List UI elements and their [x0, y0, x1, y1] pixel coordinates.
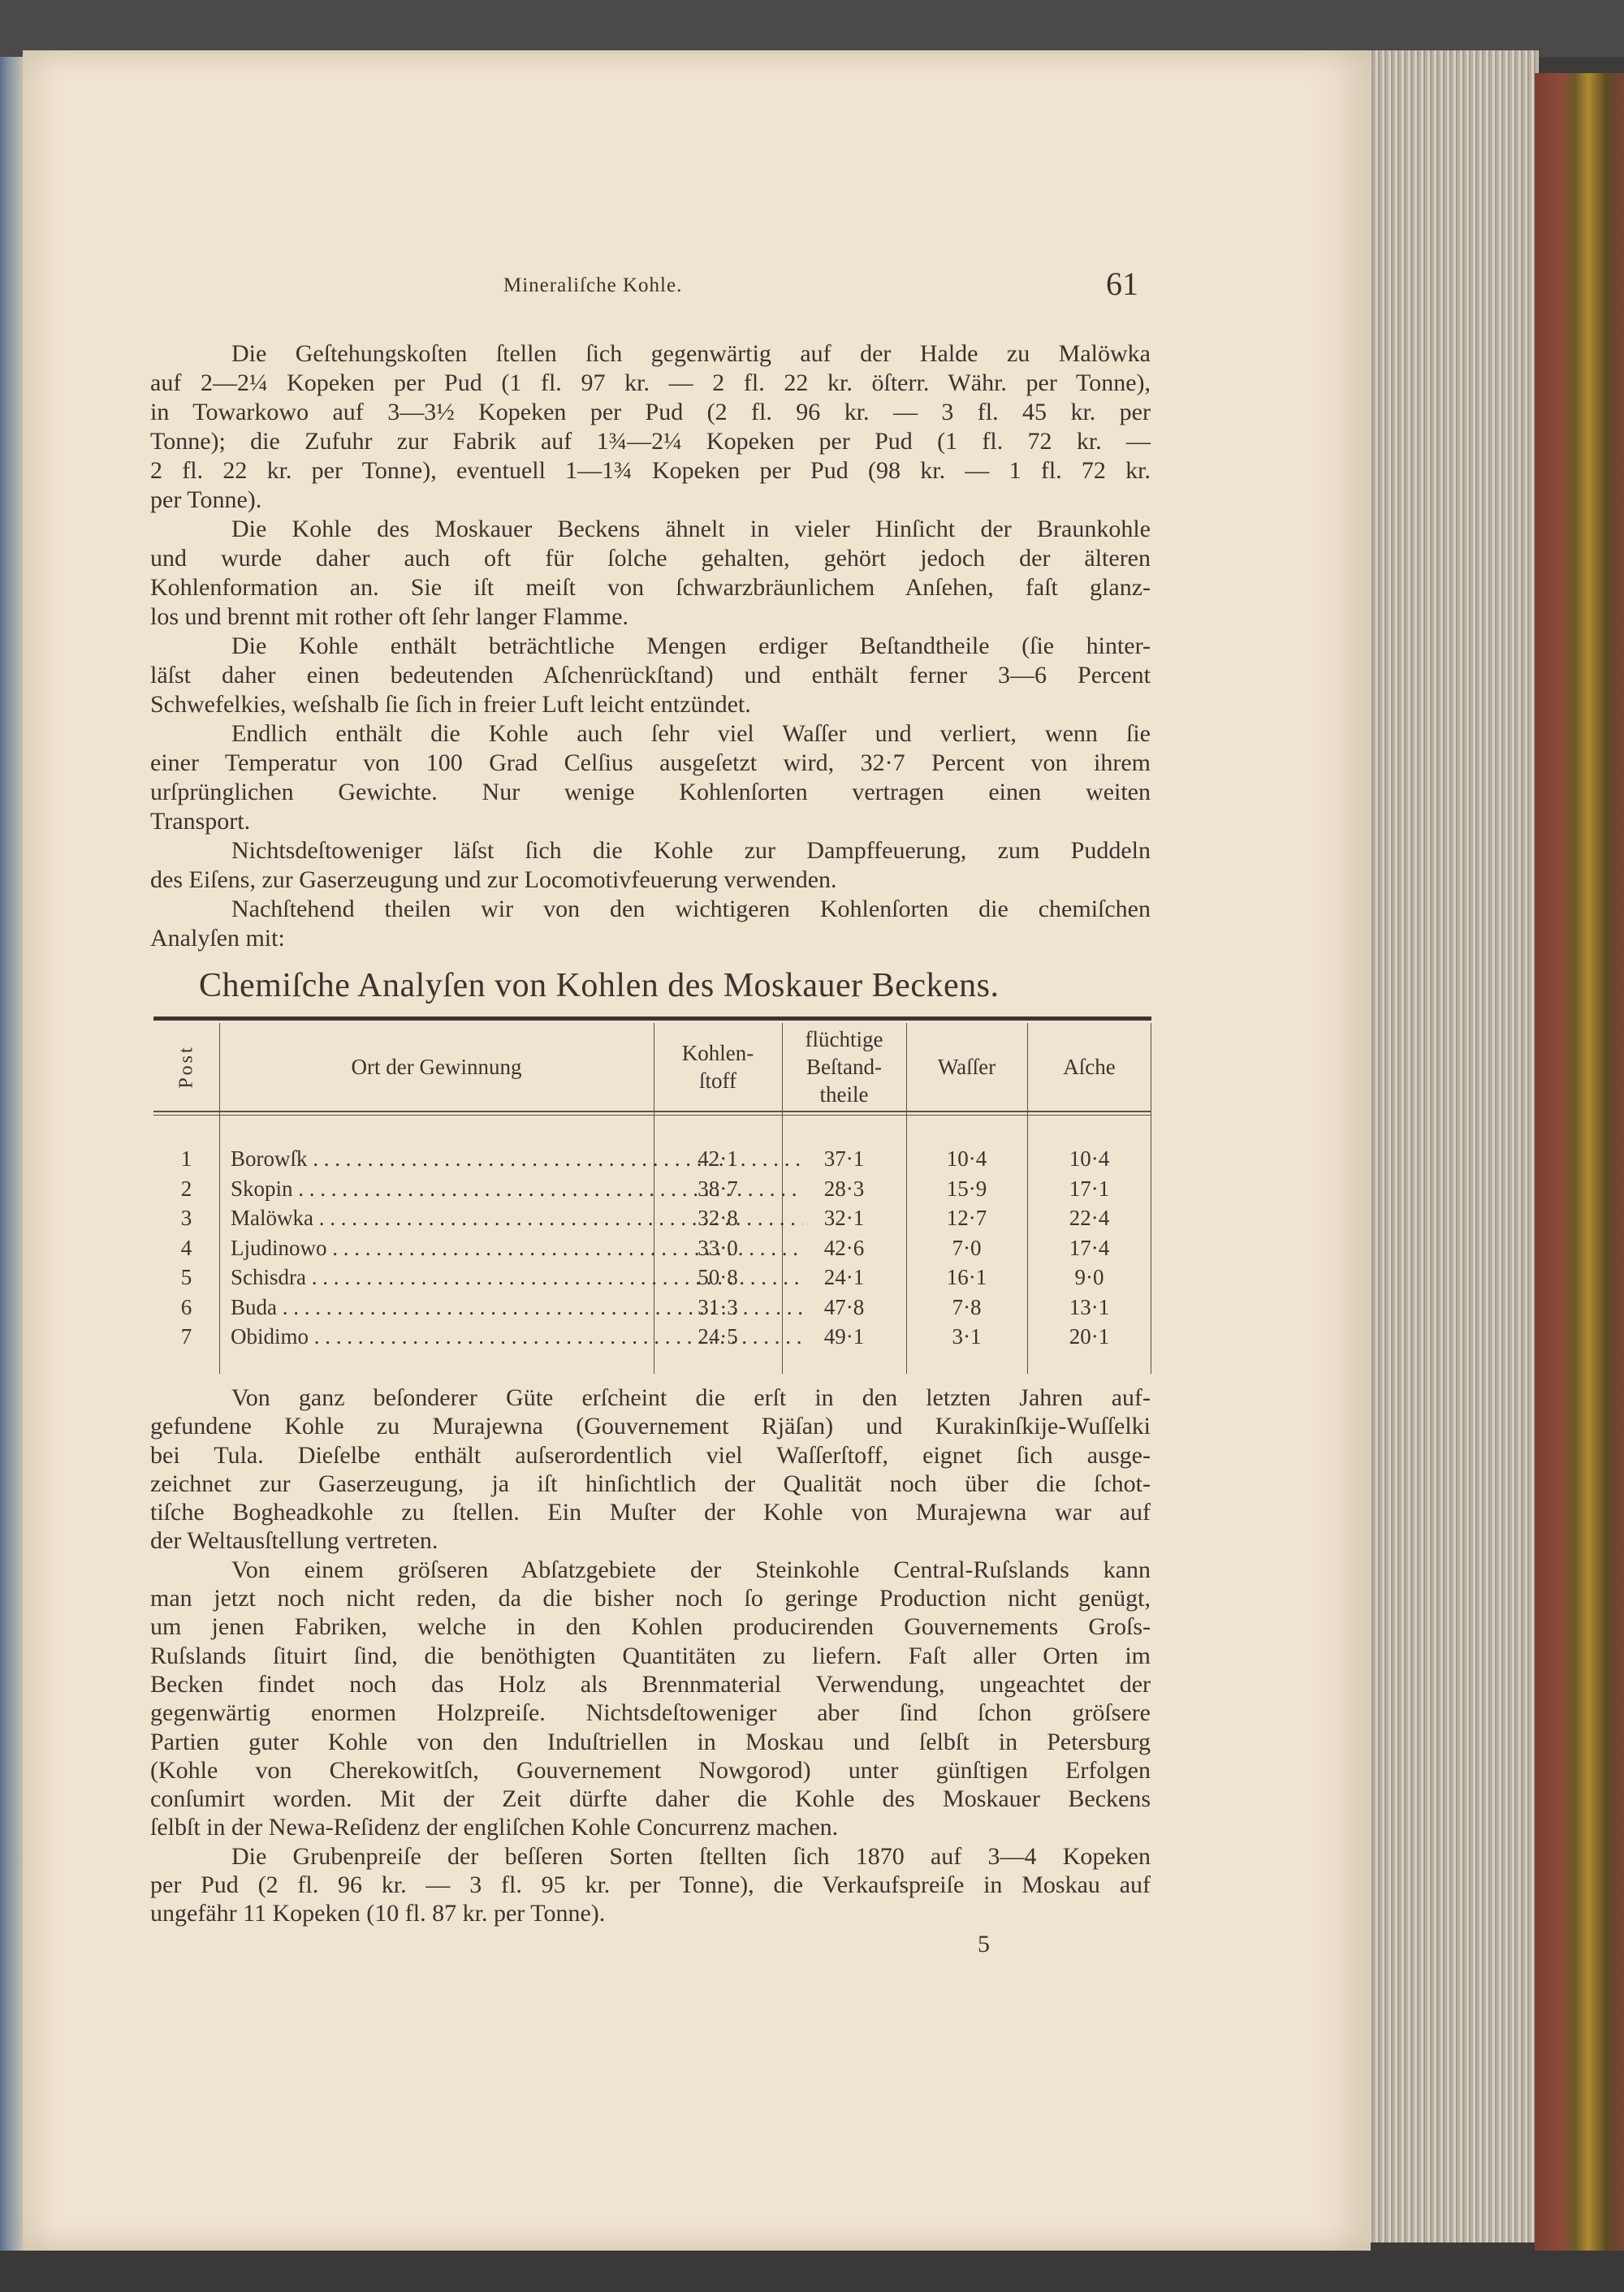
text-line: per Pud (2 fl. 96 kr. — 3 fl. 95 kr. per Tonne), die Verkaufspreiſe in Moskau auf — [150, 1871, 1151, 1899]
table-row — [153, 1146, 1151, 1176]
text-line: gegenwärtig enormen Holzpreiſe. Nichtsdeſtoweniger aber ſind ſchon gröſsere — [150, 1699, 1151, 1727]
table-row — [153, 1295, 1151, 1324]
table-row — [153, 1206, 1151, 1235]
cell-wasser: 12·7 — [946, 1206, 987, 1230]
cell-post: 3 — [180, 1206, 192, 1230]
text-line: Von ganz beſonderer Güte erſcheint die erſt in den letzten Jahren auf- — [231, 1384, 1151, 1411]
text-line: auf 2—2¼ Kopeken per Pud (1 fl. 97 kr. — 2 fl. 22 kr. öſterr. Währ. per Tonne), — [150, 369, 1151, 396]
cell-asche: 10·4 — [1069, 1146, 1110, 1171]
text-line: bei Tula. Dieſelbe enthält auſserordentlich viel Waſſerſtoff, eignet ſich ausge- — [150, 1441, 1151, 1469]
marbled-left-edge — [0, 57, 24, 2292]
cell-asche: 22·4 — [1069, 1206, 1110, 1230]
cell-kohlenstoff: 50·8 — [698, 1265, 738, 1289]
header-post-label: Post — [175, 1045, 197, 1089]
text-line: Die Grubenpreiſe der beſſeren Sorten ſtellten ſich 1870 auf 3—4 Kopeken — [231, 1842, 1151, 1870]
page-number: 61 — [1106, 265, 1138, 302]
table-header-rule-thin — [153, 1115, 1151, 1116]
cell-post: 2 — [180, 1176, 192, 1201]
cell-wasser: 10·4 — [946, 1146, 987, 1171]
text-line: conſumirt worden. Mit der Zeit dürfte daher die Kohle des Moskauer Beckens — [150, 1785, 1151, 1813]
scan-background-top — [0, 0, 1624, 57]
body-text-top — [150, 339, 1151, 953]
text-line: Ruſslands ſituirt ſind, die benöthigten Quantitäten zu liefern. Faſt aller Orten im — [150, 1642, 1151, 1669]
cell-wasser: 7·0 — [952, 1235, 982, 1260]
text-line: gefundene Kohle zu Murajewna (Gouvernement Rjäſan) und Kurakinſkije-Wuſſelki — [150, 1413, 1151, 1440]
text-line: Von einem gröſseren Abſatzgebiete der Steinkohle Central-Ruſslands kann — [231, 1556, 1151, 1583]
cell-ort: Borowſk . . . — [231, 1146, 803, 1172]
cell-asche: 9·0 — [1074, 1265, 1104, 1289]
cell-kohlenstoff: 24·5 — [698, 1324, 738, 1349]
text-line: und wurde daher auch oft für ſolche gehalten, gehört jedoch der älteren — [150, 545, 1151, 572]
cell-kohlenstoff: 31·3 — [698, 1294, 738, 1319]
table-row — [153, 1176, 1151, 1206]
cell-ort: Obidimo . . . — [231, 1324, 803, 1349]
text-line: Die Geſtehungskoſten ſtellen ſich gegenwärtig auf der Halde zu Malöwka — [231, 340, 1151, 367]
cell-kohlenstoff: 38·7 — [698, 1176, 738, 1201]
scan-background-bottom — [0, 2251, 1624, 2292]
table-header-rule — [153, 1111, 1151, 1112]
text-line: Schwefelkies, weſshalb ſie ſich in freier Luft leicht entzündet. — [150, 691, 751, 718]
cell-wasser: 15·9 — [946, 1176, 987, 1201]
cell-post: 1 — [180, 1146, 192, 1171]
cell-fluechtige: 37·1 — [823, 1146, 865, 1171]
text-line: des Eiſens, zur Gaserzeugung und zur Locomotivfeuerung verwenden. — [150, 866, 837, 893]
header-fluechtige: flüchtige Beſtand- theile — [805, 1027, 883, 1107]
text-line: Kohlenformation an. Sie iſt meiſt von ſchwarzbräunlichem Anſehen, faſt glanz- — [150, 574, 1151, 601]
table-row — [153, 1324, 1151, 1353]
text-line: der Weltausſtellung vertreten. — [150, 1527, 438, 1555]
text-line: ungefähr 11 Kopeken (10 fl. 87 kr. per Tonne). — [150, 1900, 606, 1927]
book-cover — [1535, 73, 1624, 2292]
text-line: zeichnet zur Gaserzeugung, ja iſt hinſichtlich der Qualität noch über die ſchot- — [150, 1470, 1151, 1497]
table-row — [153, 1265, 1151, 1294]
text-line: 2 fl. 22 kr. per Tonne), eventuell 1—1¾ Kopeken per Pud (98 kr. — 1 fl. 72 kr. — [150, 457, 1151, 484]
text-line: Nichtsdeſtoweniger läſst ſich die Kohle zur Dampffeuerung, zum Puddeln — [231, 837, 1151, 864]
text-line: (Kohle von Cherekowitſch, Gouvernement Nowgorod) unter günſtigen Erfolgen — [150, 1756, 1151, 1784]
cell-fluechtige: 28·3 — [823, 1176, 865, 1201]
text-line: Partien guter Kohle von den Induſtriellen in Moskau und ſelbſt in Petersburg — [150, 1728, 1151, 1755]
table-row — [153, 1236, 1151, 1265]
cell-asche: 13·1 — [1069, 1294, 1110, 1319]
text-line: ſelbſt in der Newa-Reſidenz der engliſchen Kohle Concurrenz machen. — [150, 1814, 839, 1841]
cell-post: 7 — [180, 1324, 192, 1349]
cell-wasser: 7·8 — [952, 1294, 982, 1319]
cell-fluechtige: 32·1 — [823, 1206, 865, 1230]
book-page-edges — [1360, 50, 1539, 2242]
text-line: man jetzt noch nicht reden, da die bisher noch ſo geringe Production nicht genügt, — [150, 1585, 1151, 1612]
cell-asche: 17·4 — [1069, 1235, 1110, 1260]
cell-fluechtige: 47·8 — [823, 1294, 865, 1319]
cell-wasser: 16·1 — [946, 1265, 987, 1289]
cell-ort: Buda . . . — [231, 1295, 803, 1320]
header-asche: Aſche — [1063, 1055, 1116, 1079]
text-line: Die Kohle des Moskauer Beckens ähnelt in vieler Hinſicht der Braunkohle — [231, 516, 1151, 542]
cell-fluechtige: 49·1 — [823, 1324, 865, 1349]
running-head: Mineraliſche Kohle. — [503, 274, 683, 296]
text-line: in Towarkowo auf 3—3½ Kopeken per Pud (2 fl. 96 kr. — 3 fl. 45 kr. per — [150, 399, 1151, 425]
cell-kohlenstoff: 33·0 — [698, 1235, 738, 1260]
cell-fluechtige: 24·1 — [823, 1265, 865, 1289]
cell-ort: Malöwka . . . — [231, 1206, 803, 1231]
table-top-rule — [153, 1017, 1151, 1021]
text-line: Analyſen mit: — [150, 925, 285, 952]
cell-ort: Ljudinowo . . . — [231, 1236, 803, 1261]
signature-mark: 5 — [978, 1931, 990, 1957]
analysis-table — [153, 1017, 1151, 1374]
cell-post: 4 — [180, 1235, 192, 1260]
text-line: Endlich enthält die Kohle auch ſehr viel Waſſer und verliert, wenn ſie — [231, 720, 1151, 747]
cell-wasser: 3·1 — [952, 1324, 982, 1349]
text-line: tiſche Bogheadkohle zu ſtellen. Ein Muſter der Kohle von Murajewna war auf — [150, 1499, 1151, 1526]
cell-post: 5 — [180, 1265, 192, 1289]
text-line: Transport. — [150, 808, 251, 835]
text-line: um jenen Fabriken, welche in den Kohlen producirenden Gouvernements Groſs- — [150, 1613, 1151, 1641]
text-line: Die Kohle enthält beträchtliche Mengen erdiger Beſtandtheile (ſie hinter- — [231, 632, 1151, 659]
cell-fluechtige: 42·6 — [823, 1235, 865, 1260]
text-line: Becken findet noch das Holz als Brennmaterial Verwendung, ungeachtet der — [150, 1670, 1151, 1698]
table-title: Chemiſche Analyſen von Kohlen des Moskauer Beckens. — [199, 967, 1000, 1004]
cell-asche: 20·1 — [1069, 1324, 1110, 1349]
header-kohlenstoff: Kohlen- ſtoff — [681, 1041, 754, 1093]
cell-kohlenstoff: 32·8 — [698, 1206, 738, 1230]
text-line: Nachſtehend theilen wir von den wichtigeren Kohlenſorten die chemiſchen — [231, 896, 1151, 922]
text-line: läſst daher einen bedeutenden Aſchenrückſtand) und enthält ferner 3—6 Percent — [150, 662, 1151, 688]
cell-asche: 17·1 — [1069, 1176, 1110, 1201]
body-text-bottom — [150, 1383, 1151, 1928]
text-line: per Tonne). — [150, 486, 262, 513]
text-line: Tonne); die Zufuhr zur Fabrik auf 1¾—2¼ Kopeken per Pud (1 fl. 72 kr. — — [150, 428, 1151, 455]
cell-kohlenstoff: 42·1 — [698, 1146, 738, 1171]
cell-ort: Skopin . . . — [231, 1176, 803, 1202]
header-wasser: Waſſer — [937, 1055, 996, 1079]
cell-post: 6 — [180, 1294, 192, 1319]
text-line: urſprünglichen Gewichte. Nur wenige Kohlenſorten vertragen einen weiten — [150, 779, 1151, 805]
text-line: einer Temperatur von 100 Grad Celſius ausgeſetzt wird, 32·7 Percent von ihrem — [150, 749, 1151, 776]
cell-ort: Schisdra . . . — [231, 1265, 803, 1290]
header-ort: Ort der Gewinnung — [351, 1055, 522, 1079]
header-post — [153, 1023, 219, 1111]
text-line: los und brennt mit rother oft ſehr langer Flamme. — [150, 603, 629, 630]
